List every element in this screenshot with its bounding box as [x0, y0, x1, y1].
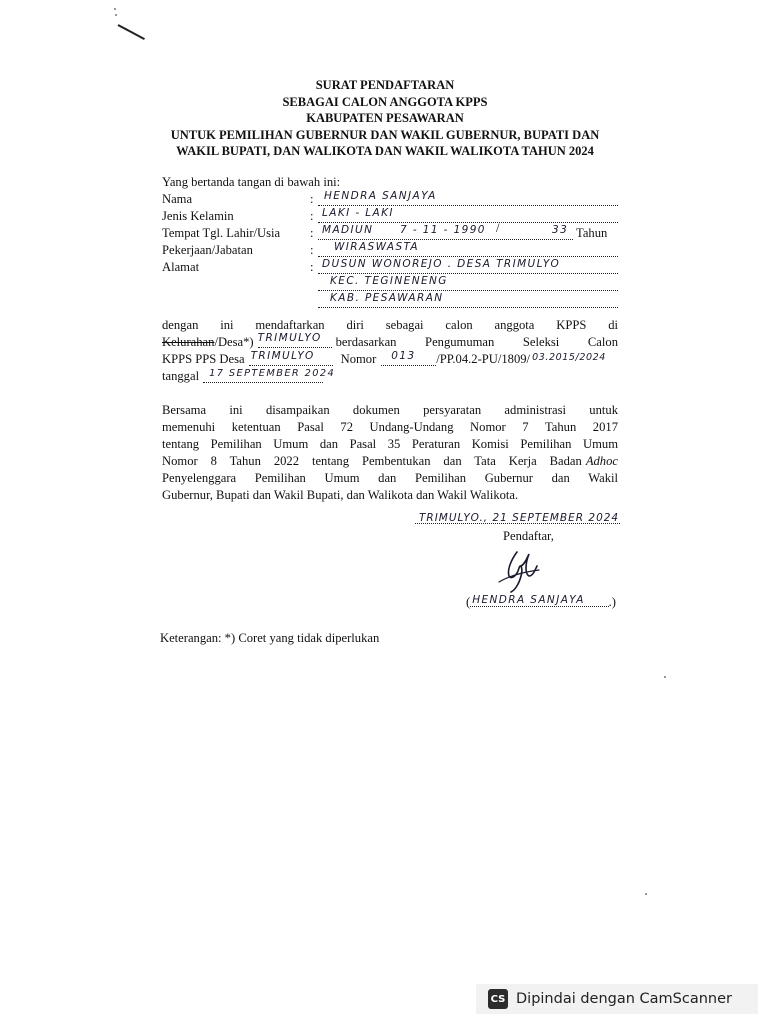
scan-speck: [645, 893, 647, 895]
header-election-line1: UNTUK PEMILIHAN GUBERNUR DAN WAKIL GUBERNUR, BUPATI DAN: [170, 127, 600, 142]
handwritten-signature: [495, 546, 555, 594]
handwritten-desa: TRIMULYO: [257, 332, 322, 344]
submission-text-line1: Bersama ini disampaikan dokumen persyaratan administrasi untuk: [162, 403, 618, 417]
submission-text-line4: Nomor 8 Tahun 2022 tentang Pembentukan dan Tata Kerja Badan Adhoc: [162, 454, 618, 468]
handwritten-place-date: TRIMULYO., 21 SEPTEMBER 2024: [419, 512, 620, 524]
struck-kelurahan: Kelurahan: [162, 335, 215, 349]
fill-line-pekerjaan: [318, 243, 618, 257]
handwritten-birth-date: 7 - 11 - 1990: [400, 224, 486, 236]
camscanner-text: Dipindai dengan CamScanner: [516, 991, 733, 1007]
handwritten-age: 33: [552, 224, 569, 236]
fill-line-alamat-3: [318, 294, 618, 308]
handwritten-nomor: 013: [391, 350, 416, 362]
fill-line-alamat-2: [318, 277, 618, 291]
handwritten-pekerjaan: WIRASWASTA: [334, 241, 419, 253]
stray-pen-mark: [118, 24, 145, 40]
fill-line-nama: [318, 192, 618, 206]
signature-block: [415, 508, 635, 544]
footnote: Keterangan: *) Coret yang tidak diperlukan: [160, 631, 380, 645]
camscanner-logo-icon: CS: [488, 989, 508, 1009]
field-label-alamat: Alamat: [162, 260, 200, 274]
colon: :: [310, 226, 314, 240]
header-subtitle: SEBAGAI CALON ANGGOTA KPPS: [282, 94, 488, 109]
registration-text-line2: Kelurahan /Desa*) TRIMULYO berdasarkan Pengumuman Seleksi Calon: [162, 332, 618, 349]
colon: :: [310, 260, 314, 274]
handwritten-nama: HENDRA SANJAYA: [324, 190, 437, 202]
scan-speck: [664, 676, 666, 678]
field-row-alamat-3: [162, 293, 618, 310]
document-header: [150, 77, 620, 160]
fill-line-jenis-kelamin: [318, 209, 618, 223]
fill-line-alamat-1: [318, 260, 618, 274]
header-election-line2: WAKIL BUPATI, DAN WALIKOTA DAN WAKIL WALIKOTA TAHUN 2024: [176, 144, 594, 158]
header-region: KABUPATEN PESAWARAN: [306, 111, 464, 125]
field-label-pekerjaan: Pekerjaan/Jabatan: [162, 243, 253, 257]
field-label-jenis-kelamin: Jenis Kelamin: [162, 209, 234, 223]
submission-text-line2: memenuhi ketentuan Pasal 72 Undang-Undang Nomor 7 Tahun 2017: [162, 420, 618, 434]
colon: :: [310, 209, 314, 223]
handwritten-alamat-1: DUSUN WONOREJO . DESA TRIMULYO: [322, 258, 561, 270]
registration-text-line4: tanggal 17 SEPTEMBER 2024: [162, 368, 618, 385]
field-label-nama: Nama: [162, 192, 193, 206]
colon: :: [310, 192, 314, 206]
field-row-jenis-kelamin: [162, 208, 618, 225]
field-label-ttl: Tempat Tgl. Lahir/Usia: [162, 226, 281, 240]
colon: :: [310, 243, 314, 257]
document-body: [162, 174, 618, 504]
camscanner-watermark: [476, 984, 758, 1014]
handwritten-alamat-3: KAB. PESAWARAN: [330, 292, 444, 304]
header-title: SURAT PENDAFTARAN: [315, 78, 455, 92]
handwritten-jenis-kelamin: LAKI - LAKI: [322, 207, 394, 219]
scan-speck: [115, 14, 117, 16]
submission-text-line6: Gubernur, Bupati dan Wakil Bupati, dan Walikota dan Wakil Walikota.: [162, 488, 519, 502]
handwritten-pps-desa: TRIMULYO: [250, 350, 315, 362]
handwritten-tanggal: 17 SEPTEMBER 2024: [209, 368, 336, 379]
handwritten-nomor-suffix: 03.2015/2024: [532, 352, 606, 363]
submission-text-line3: tentang Pemilihan Umum dan Pasal 35 Peraturan Komisi Pemilihan Umum: [162, 437, 618, 451]
intro-text: Yang bertanda tangan di bawah ini:: [162, 175, 341, 189]
handwritten-alamat-2: KEC. TEGINENENG: [330, 275, 448, 287]
scan-speck: [114, 8, 116, 10]
handwritten-signatory-name: HENDRA SANJAYA: [472, 594, 585, 606]
registration-text-line1: dengan ini mendaftarkan diri sebagai calon anggota KPPS di: [162, 318, 618, 332]
signature-role: Pendaftar,: [503, 529, 554, 543]
fill-line-ttl: MADIUN 7 - 11 - 1990 / 33: [318, 226, 573, 240]
signature-name-line: ( HENDRA SANJAYA .): [466, 594, 616, 609]
ttl-suffix: Tahun: [576, 226, 608, 240]
registration-text-line3: KPPS PPS Desa TRIMULYO Nomor 013 /PP.04.2-PU/1809/ 03.2015/2024: [162, 350, 606, 366]
submission-text-line5: Penyelenggara Pemilihan Umum dan Pemilihan Gubernur dan Wakil: [162, 471, 618, 485]
handwritten-birth-place: MADIUN: [322, 224, 374, 236]
